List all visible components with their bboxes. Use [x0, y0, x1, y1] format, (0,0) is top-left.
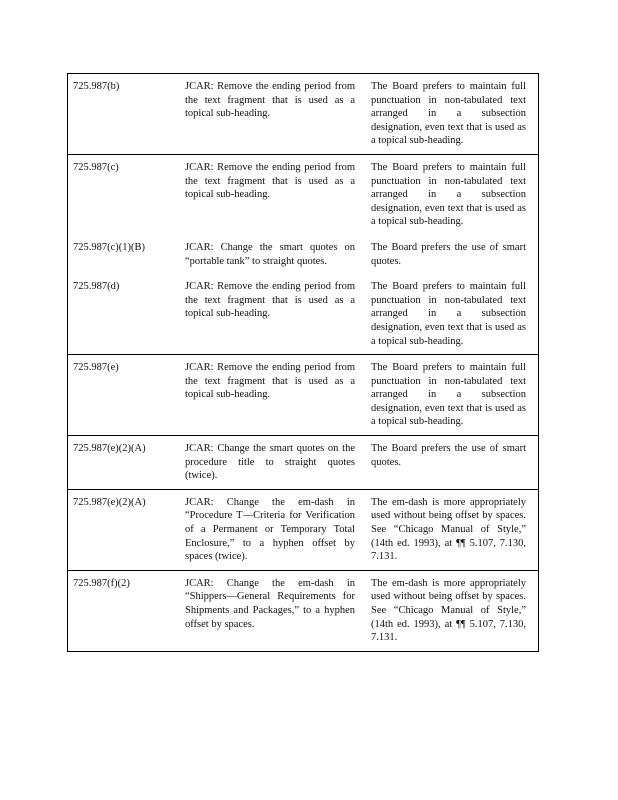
- section-cell: 725.987(f)(2): [68, 570, 178, 651]
- section-cell: 725.987(b): [68, 74, 178, 155]
- table-row: [68, 489, 539, 570]
- section-cell: 725.987(d): [68, 274, 178, 354]
- section-cell: 725.987(e)(2)(A): [68, 436, 178, 490]
- section-cell: 725.987(c): [68, 154, 178, 234]
- table-row: [68, 235, 539, 274]
- reason-cell: The em-dash is more appropriately used without being offset by spaces. See “Chicago Manual of Style,” (14th ed. 1993), at ¶¶ 5.107, 7.130, 7.131.: [365, 570, 539, 651]
- reason-cell: The Board prefers to maintain full punctuation in non-tabulated text arranged in a subsection designation, even text that is used as a topical sub-heading.: [365, 154, 539, 234]
- change-cell: JCAR: Change the em-dash in “Shippers—General Requirements for Shipments and Packages,” to a hyphen offset by spaces.: [177, 570, 365, 651]
- change-cell: JCAR: Remove the ending period from the text fragment that is used as a topical sub-heading.: [177, 355, 365, 436]
- reason-cell: The Board prefers the use of smart quotes.: [365, 235, 539, 274]
- section-cell: 725.987(e): [68, 355, 178, 436]
- change-cell: JCAR: Remove the ending period from the text fragment that is used as a topical sub-heading.: [177, 154, 365, 234]
- reason-cell: The Board prefers to maintain full punctuation in non-tabulated text arranged in a subsection designation, even text that is used as a topical sub-heading.: [365, 274, 539, 354]
- table-row: [68, 436, 539, 490]
- reason-cell: The Board prefers to maintain full punctuation in non-tabulated text arranged in a subsection designation, even text that is used as a topical sub-heading.: [365, 355, 539, 436]
- comments-table: [67, 73, 539, 652]
- change-cell: JCAR: Change the smart quotes on “portable tank” to straight quotes.: [185, 241, 355, 267]
- section-cell: 725.987(c)(1)(B): [68, 235, 178, 274]
- reason-cell: The Board prefers to maintain full punctuation in non-tabulated text arranged in a subsection designation, even text that is used as a topical sub-heading.: [365, 74, 539, 155]
- table-row: [68, 154, 539, 234]
- reason-cell: The Board prefers the use of smart quotes.: [365, 436, 539, 490]
- change-cell: JCAR: Remove the ending period from the text fragment that is used as a topical sub-heading.: [177, 74, 365, 155]
- section-cell: 725.987(e)(2)(A): [68, 489, 178, 570]
- table-row: [68, 74, 539, 155]
- table-row: [68, 570, 539, 651]
- change-cell: JCAR: Change the em-dash in “Procedure T—Criteria for Verification of a Permanent or Temporary Total Enclosure,” to a hyphen offset by spaces (twice).: [177, 489, 365, 570]
- change-cell: JCAR: Change the smart quotes on the procedure title to straight quotes (twice).: [177, 436, 365, 490]
- reason-cell: The em-dash is more appropriately used without being offset by spaces. See “Chicago Manual of Style,” (14th ed. 1993), at ¶¶ 5.107, 7.130, 7.131.: [365, 489, 539, 570]
- table-row: [68, 355, 539, 436]
- table-row: [68, 274, 539, 354]
- comments-table-body: [68, 74, 539, 652]
- change-cell: JCAR: Remove the ending period from the text fragment that is used as a topical sub-heading.: [185, 281, 355, 320]
